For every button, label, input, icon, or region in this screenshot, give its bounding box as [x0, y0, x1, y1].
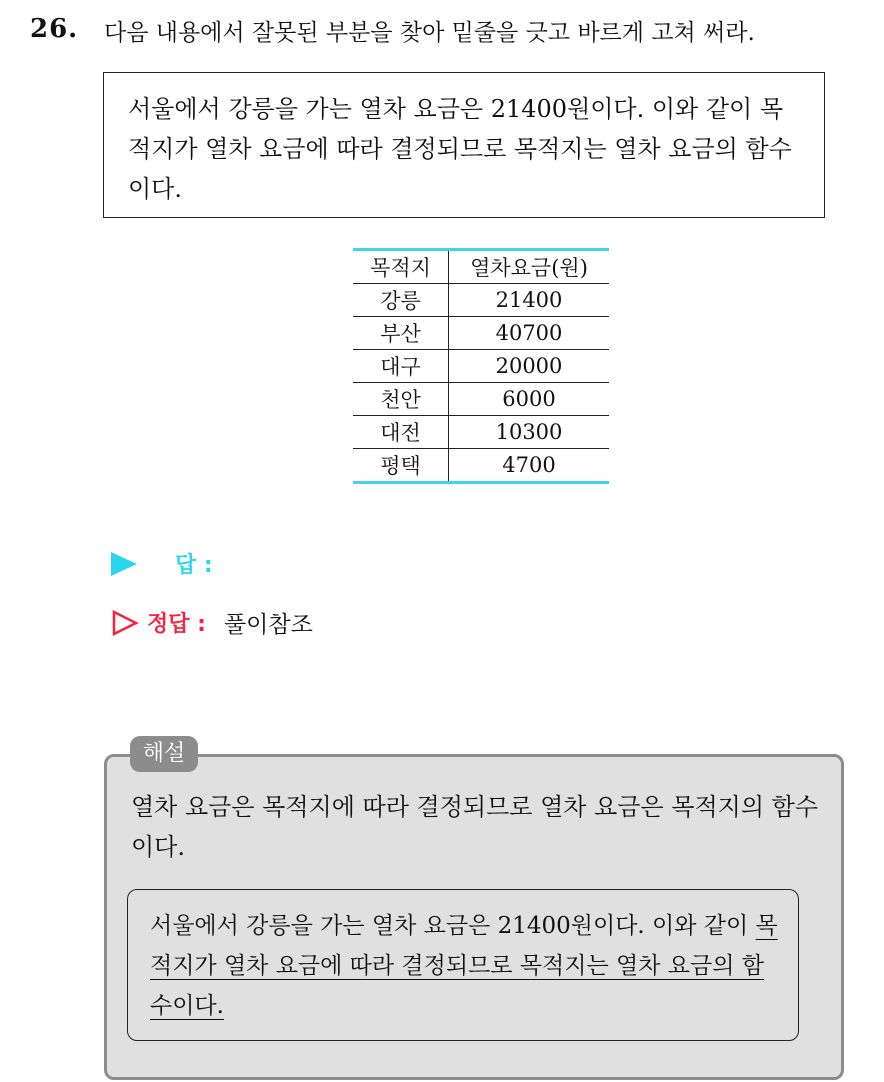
cell-destination: 강릉	[353, 284, 449, 317]
passage-text: 서울에서 강릉을 가는 열차 요금은 21400원이다. 이와 같이 목적지가 열차 요금에 따라 결정되므로 목적지는 열차 요금의 함수이다.	[128, 95, 792, 203]
question-text: 다음 내용에서 잘못된 부분을 찾아 밑줄을 긋고 바르게 고쳐 써라.	[104, 20, 755, 46]
table-row	[353, 317, 609, 350]
cell-destination: 평택	[353, 449, 449, 483]
correct-answer-row	[111, 606, 313, 639]
outline-triangle-icon	[111, 609, 139, 637]
explanation-tab: 해설	[130, 736, 198, 772]
table-row	[353, 449, 609, 483]
problem-number: 26.	[30, 14, 79, 44]
answer-label: 답 :	[175, 553, 213, 578]
filled-triangle-icon	[111, 552, 137, 576]
cell-fare: 21400	[449, 284, 610, 317]
cell-fare: 4700	[449, 449, 610, 483]
correct-answer-value: 풀이참조	[223, 612, 313, 638]
cell-fare: 20000	[449, 350, 610, 383]
header-fare: 열차요금(원)	[449, 250, 610, 284]
table-row	[353, 383, 609, 416]
cell-destination: 천안	[353, 383, 449, 416]
cell-fare: 10300	[449, 416, 610, 449]
explanation-inner-box	[127, 889, 799, 1041]
header-destination: 목적지	[353, 250, 449, 284]
cell-destination: 대전	[353, 416, 449, 449]
answer-row	[111, 548, 213, 579]
cell-destination: 대구	[353, 350, 449, 383]
passage-box	[103, 72, 825, 218]
cell-fare: 40700	[449, 317, 610, 350]
cell-fare: 6000	[449, 383, 610, 416]
table-row	[353, 284, 609, 317]
table-row	[353, 350, 609, 383]
correct-answer-label: 정답 :	[147, 612, 206, 637]
fare-table	[353, 248, 609, 484]
explanation-box	[104, 754, 844, 1080]
table-row	[353, 416, 609, 449]
inner-box-prefix: 서울에서 강릉을 가는 열차 요금은 21400원이다. 이와 같이	[150, 913, 756, 939]
cell-destination: 부산	[353, 317, 449, 350]
table-header-row	[353, 250, 609, 284]
inner-box-underlined: 목적지가 열차 요금에 따라 결정되므로 목적지는 열차 요금의 함수이다.	[150, 913, 778, 1019]
explanation-text: 열차 요금은 목적지에 따라 결정되므로 열차 요금은 목적지의 함수이다.	[131, 793, 818, 861]
